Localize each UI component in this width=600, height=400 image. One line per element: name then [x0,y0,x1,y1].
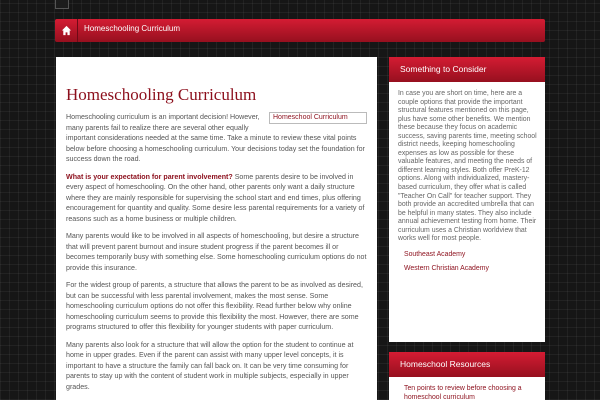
sidebar [389,57,545,400]
sidebar-link-western-christian-academy[interactable]: Western Christian Academy [404,264,489,272]
sidebar-link-list [398,251,538,272]
paragraph-intro: Homeschooling curriculum is an important decision! However, many parents fail to realize there are several other equally important considerations needed at the same time. Take a minute to review these vital points below before choosing a homeschooling curriculum. Your decisions today set the foundation for success down the road. [66,113,365,163]
top-tab[interactable] [55,0,69,9]
sidebar-heading-resources: Homeschool Resources [389,352,545,377]
paragraph-burnout: Many parents would like to be involved in all aspects of homeschooling, but desire a structure that will prevent parent burnout and insure student progress if the parent becomes ill or becomes temporarily busy with something else. Some homeschooling curriculum options do not provide this insurance. [66,232,367,272]
paragraph-upper-grades: Many parents also look for a structure that will allow the option for the student to continue at home in upper grades. Even if the parent can assist with many upper level concepts, it is important to have a structure the family can fall back on. It can be very time consuming for parents to stay up with the content of student work in multiple subjects, especially in upper grades. [66,340,354,391]
home-button[interactable] [55,19,78,42]
sidebar-text: In case you are short on time, here are a couple options that provide the important structural features mentioned on this page, plus have some other benefits. We mention these because they focus on academic success, saving parents time, meeting school district needs, keeping homeschooling expenses as low as possible for these valuable features, and meeting the needs of different learning styles. Both offer PreK-12 options. Along with individualized, mastery-based curriculum, they offer what is called "Teacher On Call" for teacher support. They both provide an accredited umbrella that can be helpful in many states. They also include annual achievement testing from home. Their curriculum uses a Christian worldview that works well for most people. [398,90,537,243]
nav-bar [55,19,545,42]
nav-item-current[interactable]: Homeschooling Curriculum [84,24,181,33]
curriculum-link[interactable]: Homeschool Curriculum [273,114,348,121]
paragraph-flexibility: For the widest group of parents, a structure that allows the parent to be as involved as desired, but can be successful with less parental involvement, makes the most sense. Some homeschooling curriculum options do not offer this flexibility. Read further below why online homeschooling curriculum seems to provide this flexibility the most. However, there are some programs structured to offer this flexibility for younger students with paper curriculum. [66,281,363,331]
sidebar-panel-consider [389,82,545,342]
sidebar-heading-consider: Something to Consider [389,57,545,82]
home-icon [61,25,72,36]
resource-link[interactable]: Ten points to review before choosing a homeschool curriculum [404,385,522,400]
paragraph-lead: What is your expectation for parent involvement? [66,172,233,181]
page-title: Homeschooling Curriculum [66,85,257,104]
main-content [56,57,377,400]
curriculum-link-box[interactable] [269,112,367,124]
top-bar [0,0,600,16]
sidebar-link-southeast-academy[interactable]: Southeast Academy [404,250,466,258]
paragraph-involvement: What is your expectation for parent involvement? Some parents desire to be involved in every aspect of homeschooling. On the other hand, other parents only want a daily structure where they are mainly responsible for supervising the school start and end times, plus offering encouragement for quantity and quality. Some desire less parental requirements for a variety of reasons such as a home business or multiple children. [66,172,365,223]
sidebar-panel-resources [389,377,545,400]
